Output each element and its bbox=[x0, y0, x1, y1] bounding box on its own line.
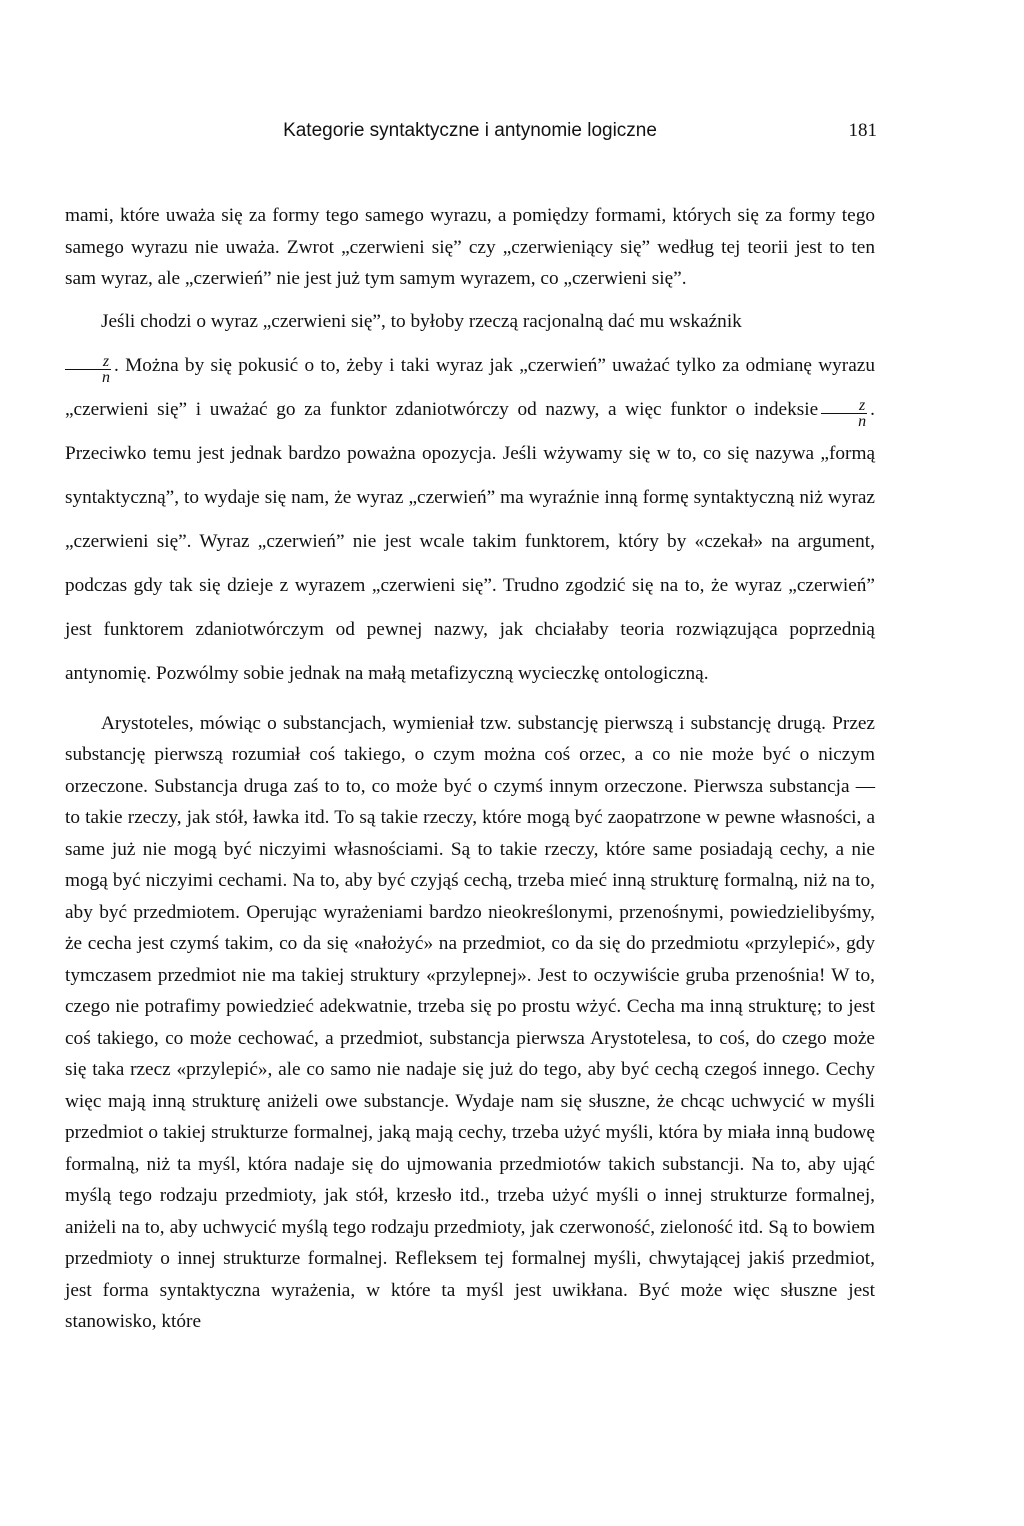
fraction-numerator: z bbox=[65, 354, 111, 370]
fraction-numerator-2: z bbox=[821, 398, 867, 414]
paragraph-2-text-a: Jeśli chodzi o wyraz „czerwieni się”, to byłoby rzeczą racjonalną dać mu wskaźnik bbox=[101, 310, 742, 332]
fraction-denominator-2: n bbox=[858, 412, 867, 430]
paragraph-2-text-c: . Przeciwko temu jest jednak bardzo poważna opozycja. Jeśli wżywamy się w to, co się nazywa „formą syntaktyczną”, to wydaje się nam, że wyraz „czerwień” ma wyraźnie inną formę syntaktyczną niż wyraz „czerwieni się”. Wyraz „czerwień” nie jest wcale takim funktorem, który by «czekał» na argument, podczas gdy tak się dzieje z wyrazem „czerwieni się”. Trudno zgodzić się na to, że wyraz „czerwień” jest funktorem zdaniotwórczym od pewnej nazwy, jak chciałaby teoria rozwiązująca poprzednią antynomię. Pozwólmy sobie jednak na małą metafizyczną wycieczkę ontologiczną. bbox=[65, 398, 875, 684]
fraction-denominator: n bbox=[102, 368, 110, 386]
page-number: 181 bbox=[848, 120, 877, 141]
page-header bbox=[65, 117, 875, 145]
paragraph-3: Arystoteles, mówiąc o substancjach, wymieniał tzw. substancję pierwszą i substancję drugą. Przez substancję pierwszą rozumiał coś takiego, o czym można coś orzec, a co nie może być o niczym orzeczone. Substancja druga zaś to to, co może być o czymś innym orzeczone. Pierwsza substancja — to takie rzeczy, jak stół, ławka itd. To są takie rzeczy, które mogą być zaopatrzone w pewne własności, a same już nie mogą być niczyimi własnościami. Są to takie rzeczy, które same posiadają cechy, a nie mogą być niczyimi cechami. Na to, aby być czyjąś cechą, trzeba mieć inną strukturę formalną, niż na to, aby być przedmiotem. Operując wyrażeniami bardzo nieokreślonymi, przenośnymi, powiedzielibyśmy, że cecha jest czymś takim, co da się «nałożyć» na przedmiot, co da się do przedmiotu «przylepić», gdy tymczasem przedmiot nie ma takiej struktury «przylepnej». Jest to oczywiście gruba przenośnia! W to, czego nie potrafimy powiedzieć adekwatnie, trzeba się po prostu wżyć. Cecha ma inną strukturę; to jest coś takiego, co może cechować, a przedmiot, substancja pierwsza Arystotelesa, to coś, do czego może się taka rzecz «przylepić», ale co samo nie nadaje się już do tego, aby być cechą czegoś innego. Cechy więc mają inną strukturę aniżeli owe substancje. Wydaje nam się słuszne, że chcąc uchwycić w myśli przedmiot o takiej strukturze formalnej, jaką mają cechy, trzeba użyć myśli, która by miała inną budowę formalną, niż ta myśl, która nadaje się do ujmowania przedmiotów takich substancji. Na to, aby ująć myślą tego rodzaju przedmioty, jak stół, krzesło itd., trzeba użyć myśli o innej strukturze formalnej, aniżeli na to, aby uchwycić myślą tego rodzaju przedmioty, jak czerwoność, zieloność itd. Są to bowiem przedmioty o innej strukturze formalnej. Refleksem tej formalnej myśli, chwytającej jakiś przedmiot, jest forma syntaktyczna wyrażenia, w które ta myśl jest uwikłana. Być może więc słuszne jest stanowisko, które bbox=[65, 712, 875, 1332]
paragraph-1: mami, które uważa się za formy tego samego wyrazu, a pomiędzy formami, których się za formy tego samego wyrazu nie uważa. Zwrot „czerwieni się” czy „czerwieniący się” według tej teorii jest to ten sam wyraz, ale „czerwień” nie jest już tym samym wyrazem, co „czerwieni się”. bbox=[65, 205, 875, 289]
running-title: Kategorie syntaktyczne i antynomie logiczne bbox=[283, 120, 657, 141]
paragraph-2 bbox=[65, 300, 875, 696]
page-body bbox=[65, 200, 875, 1338]
paragraph-2-text-b: . Można by się pokusić o to, żeby i taki wyraz jak „czerwień” uważać tylko za odmianę wyrazu „czerwieni się” i uważać go za funktor zdaniotwórczy od nazwy, a więc funktor o indeksie bbox=[65, 354, 875, 420]
index-fraction-2 bbox=[821, 398, 867, 429]
index-fraction bbox=[65, 354, 111, 385]
